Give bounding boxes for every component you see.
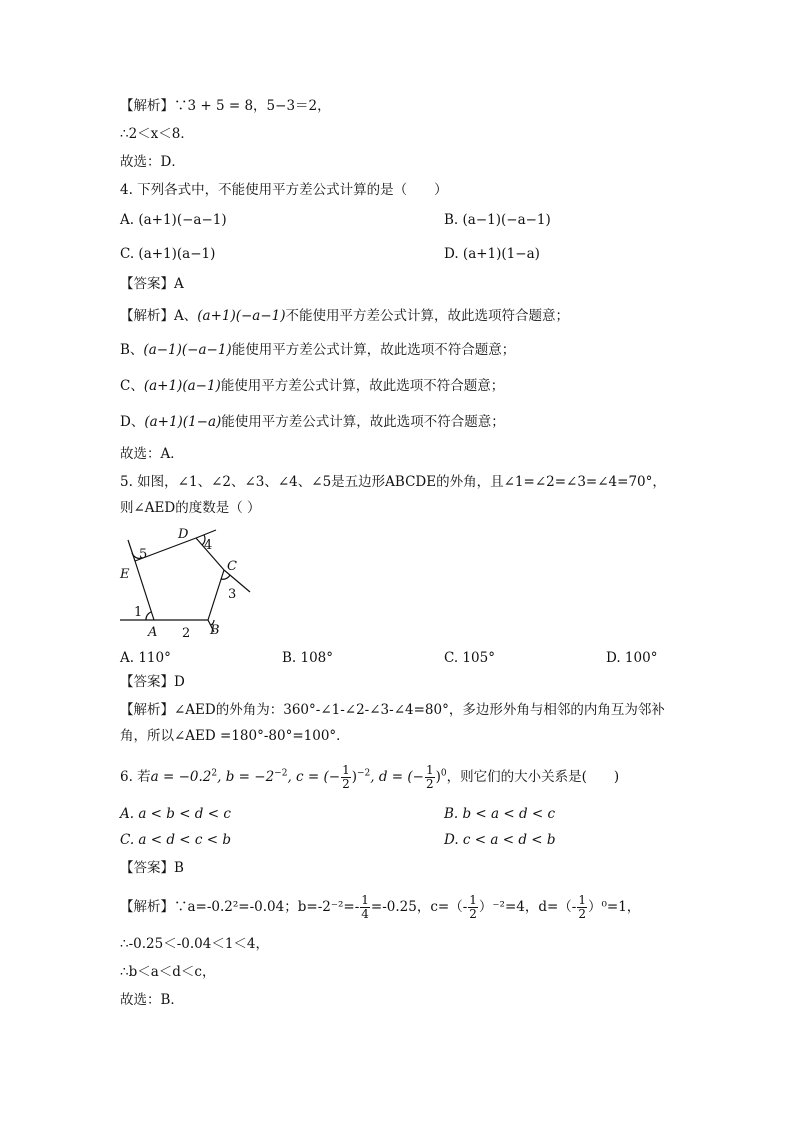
question-6-selection: 故选：B． [120, 992, 184, 1008]
question-5-option-b: B. 108° [282, 650, 334, 666]
question-4-solution-b [120, 340, 515, 360]
question-5-stem-continued: 则∠AED的度数是（ ） [120, 500, 261, 516]
solution-text: 不能使用平方差公式计算，故此选项符合题意； [285, 308, 570, 324]
extension-e [128, 540, 135, 561]
question-6-solution-line-1 [120, 894, 640, 921]
question-5-solution-line-2: 角，所以∠AED =180°-80°=100°． [120, 728, 350, 744]
solution-label: B、 [120, 342, 144, 358]
question-6-option-c: C. a < d < c < b [120, 832, 232, 848]
question-6-option-d: D. c < a < d < b [444, 832, 556, 848]
question-5-option-d: D. 100° [606, 650, 658, 666]
label-angle-3: 3 [228, 587, 237, 602]
label-vertex-a: A [148, 625, 158, 640]
edge-bc [208, 570, 224, 620]
question-6-prefix: 6. 若 [120, 769, 151, 785]
question-6-suffix: ，则它们的大小关系是( ) [446, 769, 620, 785]
question-6-option-b: B. b < a < d < c [444, 806, 556, 822]
question-6-solution-line-2: ∴-0.25＜-0.04＜1＜4， [120, 936, 270, 952]
question-6-solution-line-3: ∴b＜a＜d＜c， [120, 964, 216, 980]
solution-text: 【解析】∵a=-0.2²=-0.04；b=-2⁻²=- [120, 899, 360, 915]
label-vertex-e: E [120, 567, 130, 582]
solution-label: 【解析】A、 [120, 308, 198, 324]
solution-text: ）⁰=1， [588, 899, 641, 915]
math-expression: (a−1)(−a−1) [143, 342, 232, 358]
question-4-selection: 故选：A． [120, 446, 184, 462]
label-angle-4: 4 [204, 538, 213, 553]
extension-d [196, 530, 216, 538]
question-4-option-a: A. (a+1)(−a−1) [120, 212, 227, 228]
question-4-option-d: D. (a+1)(1−a) [444, 246, 540, 262]
angle-1-arc [146, 612, 151, 620]
question-4-answer: 【答案】A [120, 276, 184, 292]
fraction-one-half: $\frac{1}{2}$ [578, 893, 586, 921]
question-6-option-a: A. a < b < d < c [120, 806, 231, 822]
label-angle-5: 5 [139, 547, 148, 562]
expr-d: , d = (− [370, 769, 424, 785]
solution-3-line-2: ∴2＜x＜8． [120, 126, 194, 142]
label-angle-2: 2 [182, 626, 191, 641]
question-4-solution-c [120, 376, 504, 396]
math-expression: (a+1)(−a−1) [197, 308, 286, 324]
math-expression: (a+1)(a−1) [143, 378, 221, 394]
question-5-option-c: C. 105° [444, 650, 495, 666]
solution-3-line-1: 【解析】∵3 + 5 = 8，5−3＝2， [120, 98, 331, 114]
solution-text: =-0.25，c=（- [370, 899, 468, 915]
fraction-one-quarter: $\frac{1}{4}$ [361, 893, 369, 921]
question-5-solution-line-1: 【解析】∠AED的外角为：360°-∠1-∠2-∠3-∠4=80°，多边形外角与相邻的内角互为邻补 [120, 702, 665, 718]
fraction-one-half: $\frac{1}{2}$ [425, 763, 434, 791]
expr-b: , b = −2 [217, 769, 275, 785]
expr-c: , c = (− [287, 769, 341, 785]
label-vertex-d: D [178, 527, 189, 542]
expr-d-close: ) [435, 769, 441, 785]
expr-c-close: ) [351, 769, 357, 785]
math-expression: (a+1)(1−a) [144, 414, 222, 430]
solution-label: C、 [120, 378, 144, 394]
question-4-option-b: B. (a−1)(−a−1) [444, 212, 551, 228]
question-4-stem: 4. 下列各式中，不能使用平方差公式计算的是（ ） [120, 182, 448, 198]
question-6-stem: 6. 若$a = -0.2^2$, $b = -2^{-2}$, c = (− $\frac{1}{2}$ )$^{-2}$, d = (− $\frac{1}{2}$ )$^0$，则它们的大小关系是( ) [120, 763, 620, 791]
fraction-one-half: $\frac{1}{2}$ [469, 893, 477, 921]
solution-3-selection: 故选：D． [120, 154, 185, 170]
question-4-option-c: C. (a+1)(a−1) [120, 246, 216, 262]
question-6-answer: 【答案】B [120, 860, 184, 876]
question-5-option-a: A. 110° [120, 650, 171, 666]
question-4-solution-d [120, 412, 505, 432]
solution-label: D、 [120, 414, 145, 430]
label-vertex-b: B [210, 623, 220, 638]
question-4-solution-a [120, 306, 569, 326]
solution-text: 能使用平方差公式计算，故此选项不符合题意； [220, 378, 505, 394]
solution-text: 能使用平方差公式计算，故此选项不符合题意； [221, 414, 505, 430]
question-5-answer: 【答案】D [120, 674, 185, 690]
label-angle-1: 1 [134, 605, 143, 620]
solution-text: ）⁻²=4，d=（- [478, 899, 577, 915]
expr-a: a = −0.2 [150, 769, 212, 785]
pentagon-figure [118, 526, 258, 644]
fraction-one-half: $\frac{1}{2}$ [342, 763, 350, 791]
question-5-stem: 5. 如图，∠1、∠2、∠3、∠4、∠5是五边形ABCDE的外角，且∠1=∠2=∠3=∠4=70°， [120, 474, 666, 490]
label-vertex-c: C [227, 559, 237, 574]
solution-text: 能使用平方差公式计算，故此选项不符合题意； [231, 342, 516, 358]
